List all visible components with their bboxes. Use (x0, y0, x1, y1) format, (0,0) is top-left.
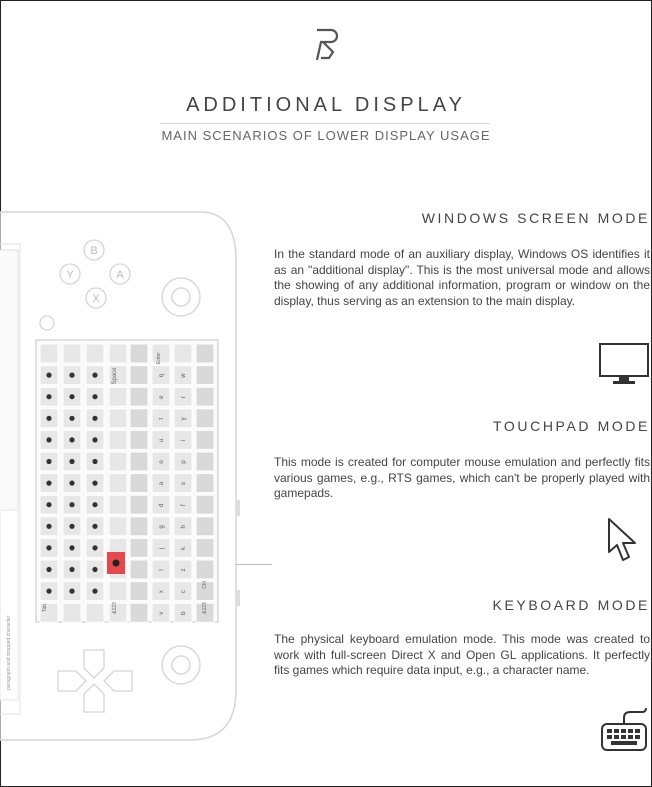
keyboard-key (130, 495, 148, 514)
key-glyph (69, 373, 74, 378)
keyboard-key (130, 344, 148, 363)
keyboard-key (130, 517, 148, 536)
key-glyph (69, 416, 74, 421)
key-glyph (69, 524, 74, 529)
keyboard-key (130, 452, 148, 471)
key-letter: y (181, 417, 187, 421)
keyboard-key (63, 344, 81, 363)
right-lower-stick (162, 646, 200, 684)
side-caption: paragraph and dropped character (6, 615, 12, 690)
key-letter: u (159, 438, 165, 443)
keyboard-key (196, 430, 214, 449)
key-letter: h (181, 525, 187, 529)
key-letter: j (159, 547, 165, 550)
keyboard-key (196, 344, 214, 363)
page-title: ADDITIONAL DISPLAY (186, 94, 466, 116)
button-b: B (90, 245, 98, 257)
cursor-icon (606, 516, 640, 564)
keyboard-key (109, 387, 127, 406)
keyboard-key (40, 344, 58, 363)
section-text-windows: In the standard mode of an auxiliary display, Windows OS identifies it as an "additional display". This is the most universal mode and allows the showing of any additional information, program or window on the display, thus serving as an extension to the main display. (274, 247, 650, 308)
keyboard-key (130, 409, 148, 428)
keyboard-key (109, 430, 127, 449)
keyboard-key (174, 344, 192, 363)
key-letter: v (159, 611, 165, 615)
right-analog-stick (162, 278, 200, 316)
keyboard-key (109, 517, 127, 536)
key-letter: e (159, 395, 165, 399)
key-letter: d (159, 503, 165, 507)
keyboard-key (196, 538, 214, 557)
key-letter: k (181, 546, 187, 550)
button-a: A (116, 269, 124, 281)
key-glyph (92, 416, 97, 421)
logo-icon (305, 24, 347, 66)
key-glyph (92, 437, 97, 442)
home-button (40, 316, 54, 330)
key-glyph (46, 416, 51, 421)
section-text-keyboard: The physical keyboard emulation mode. This mode was created to work with full-screen Direct X and Open GL applications. It perfectly fits games which require data input, e.g., a character name. (274, 632, 650, 677)
keyboard-key (130, 387, 148, 406)
section-title-keyboard: KEYBOARD MODE (492, 597, 650, 613)
page-subtitle: MAIN SCENARIOS OF LOWER DISPLAY USAGE (161, 128, 491, 143)
keyboard-key (130, 430, 148, 449)
button-x: X (92, 293, 100, 305)
key-letter: b (181, 611, 187, 615)
key-glyph (46, 394, 51, 399)
key-glyph (92, 567, 97, 572)
key-glyph (69, 394, 74, 399)
key-glyph (92, 459, 97, 464)
key-letter: w (181, 373, 187, 378)
keyboard-key (109, 495, 127, 514)
title-divider (160, 123, 490, 124)
keyboard-key (196, 517, 214, 536)
keyboard-key (130, 582, 148, 601)
num-key-label: &123 (112, 602, 118, 614)
keyboard-key (196, 409, 214, 428)
keyboard-key (63, 603, 81, 622)
key-letter: r (181, 396, 187, 399)
keyboard-key (196, 366, 214, 385)
key-glyph (46, 567, 51, 572)
keyboard-key (130, 366, 148, 385)
keyboard-key (196, 474, 214, 493)
key-glyph (69, 437, 74, 442)
key-glyph (92, 545, 97, 550)
key-glyph (69, 459, 74, 464)
keyboard-key (130, 560, 148, 579)
keyboard-icon (598, 708, 650, 754)
keyboard-key (109, 582, 127, 601)
d-pad (58, 650, 132, 712)
ctrl-key-label: Ctrl (202, 581, 208, 589)
key-glyph (69, 545, 74, 550)
key-glyph (46, 459, 51, 464)
key-letter: x (159, 590, 165, 594)
key-letter: f (181, 504, 187, 507)
key-glyph (46, 437, 51, 442)
key-glyph (69, 481, 74, 486)
handheld-device-illustration (0, 210, 240, 750)
key-glyph (69, 502, 74, 507)
key-glyph (46, 524, 51, 529)
key-letter: i (181, 439, 187, 442)
keyboard-key (86, 603, 104, 622)
key-letter: c (181, 590, 187, 594)
keyboard-key (196, 452, 214, 471)
key-letter: s (181, 482, 187, 486)
key-glyph (46, 481, 51, 486)
key-letter: z (181, 568, 187, 572)
key-glyph (92, 373, 97, 378)
key-glyph (46, 589, 51, 594)
key-glyph (92, 502, 97, 507)
keyboard-key (86, 344, 104, 363)
num-key-label-right: &123 (202, 602, 208, 614)
key-glyph (46, 502, 51, 507)
key-letter: p (181, 460, 187, 464)
key-glyph (92, 589, 97, 594)
key-letter: t (159, 417, 165, 420)
key-glyph (92, 481, 97, 486)
key-glyph (46, 373, 51, 378)
key-glyph (69, 567, 74, 572)
key-letter: q (159, 373, 165, 378)
keyboard-key (109, 474, 127, 493)
button-y: Y (66, 269, 74, 281)
key-letter: a (159, 481, 165, 486)
keyboard-key (109, 409, 127, 428)
keyboard-key (109, 452, 127, 471)
keyboard-key (196, 495, 214, 514)
keyboard-key (130, 538, 148, 557)
keyboard-key (196, 387, 214, 406)
section-text-touchpad: This mode is created for computer mouse emulation and perfectly fits various games, e.g., RTS games, which can't be properly played with gamepads. (274, 455, 650, 500)
key-glyph (92, 524, 97, 529)
key-glyph (92, 394, 97, 399)
enter-key-label: Enter (156, 352, 162, 364)
key-letter: l (159, 569, 165, 571)
monitor-icon (598, 342, 650, 386)
section-title-windows: WINDOWS SCREEN MODE (421, 210, 650, 226)
section-title-touchpad: TOUCHPAD MODE (493, 418, 650, 434)
key-letter: g (159, 525, 165, 529)
keyboard-key (109, 344, 127, 363)
key-glyph (46, 545, 51, 550)
keyboard-key (196, 560, 214, 579)
tab-key-label: Tab (42, 603, 48, 613)
keyboard-key (130, 474, 148, 493)
space-key-label: Space (112, 367, 118, 385)
key-glyph (69, 589, 74, 594)
key-letter: o (159, 460, 165, 464)
keyboard-key (130, 603, 148, 622)
leader-line (236, 564, 272, 565)
